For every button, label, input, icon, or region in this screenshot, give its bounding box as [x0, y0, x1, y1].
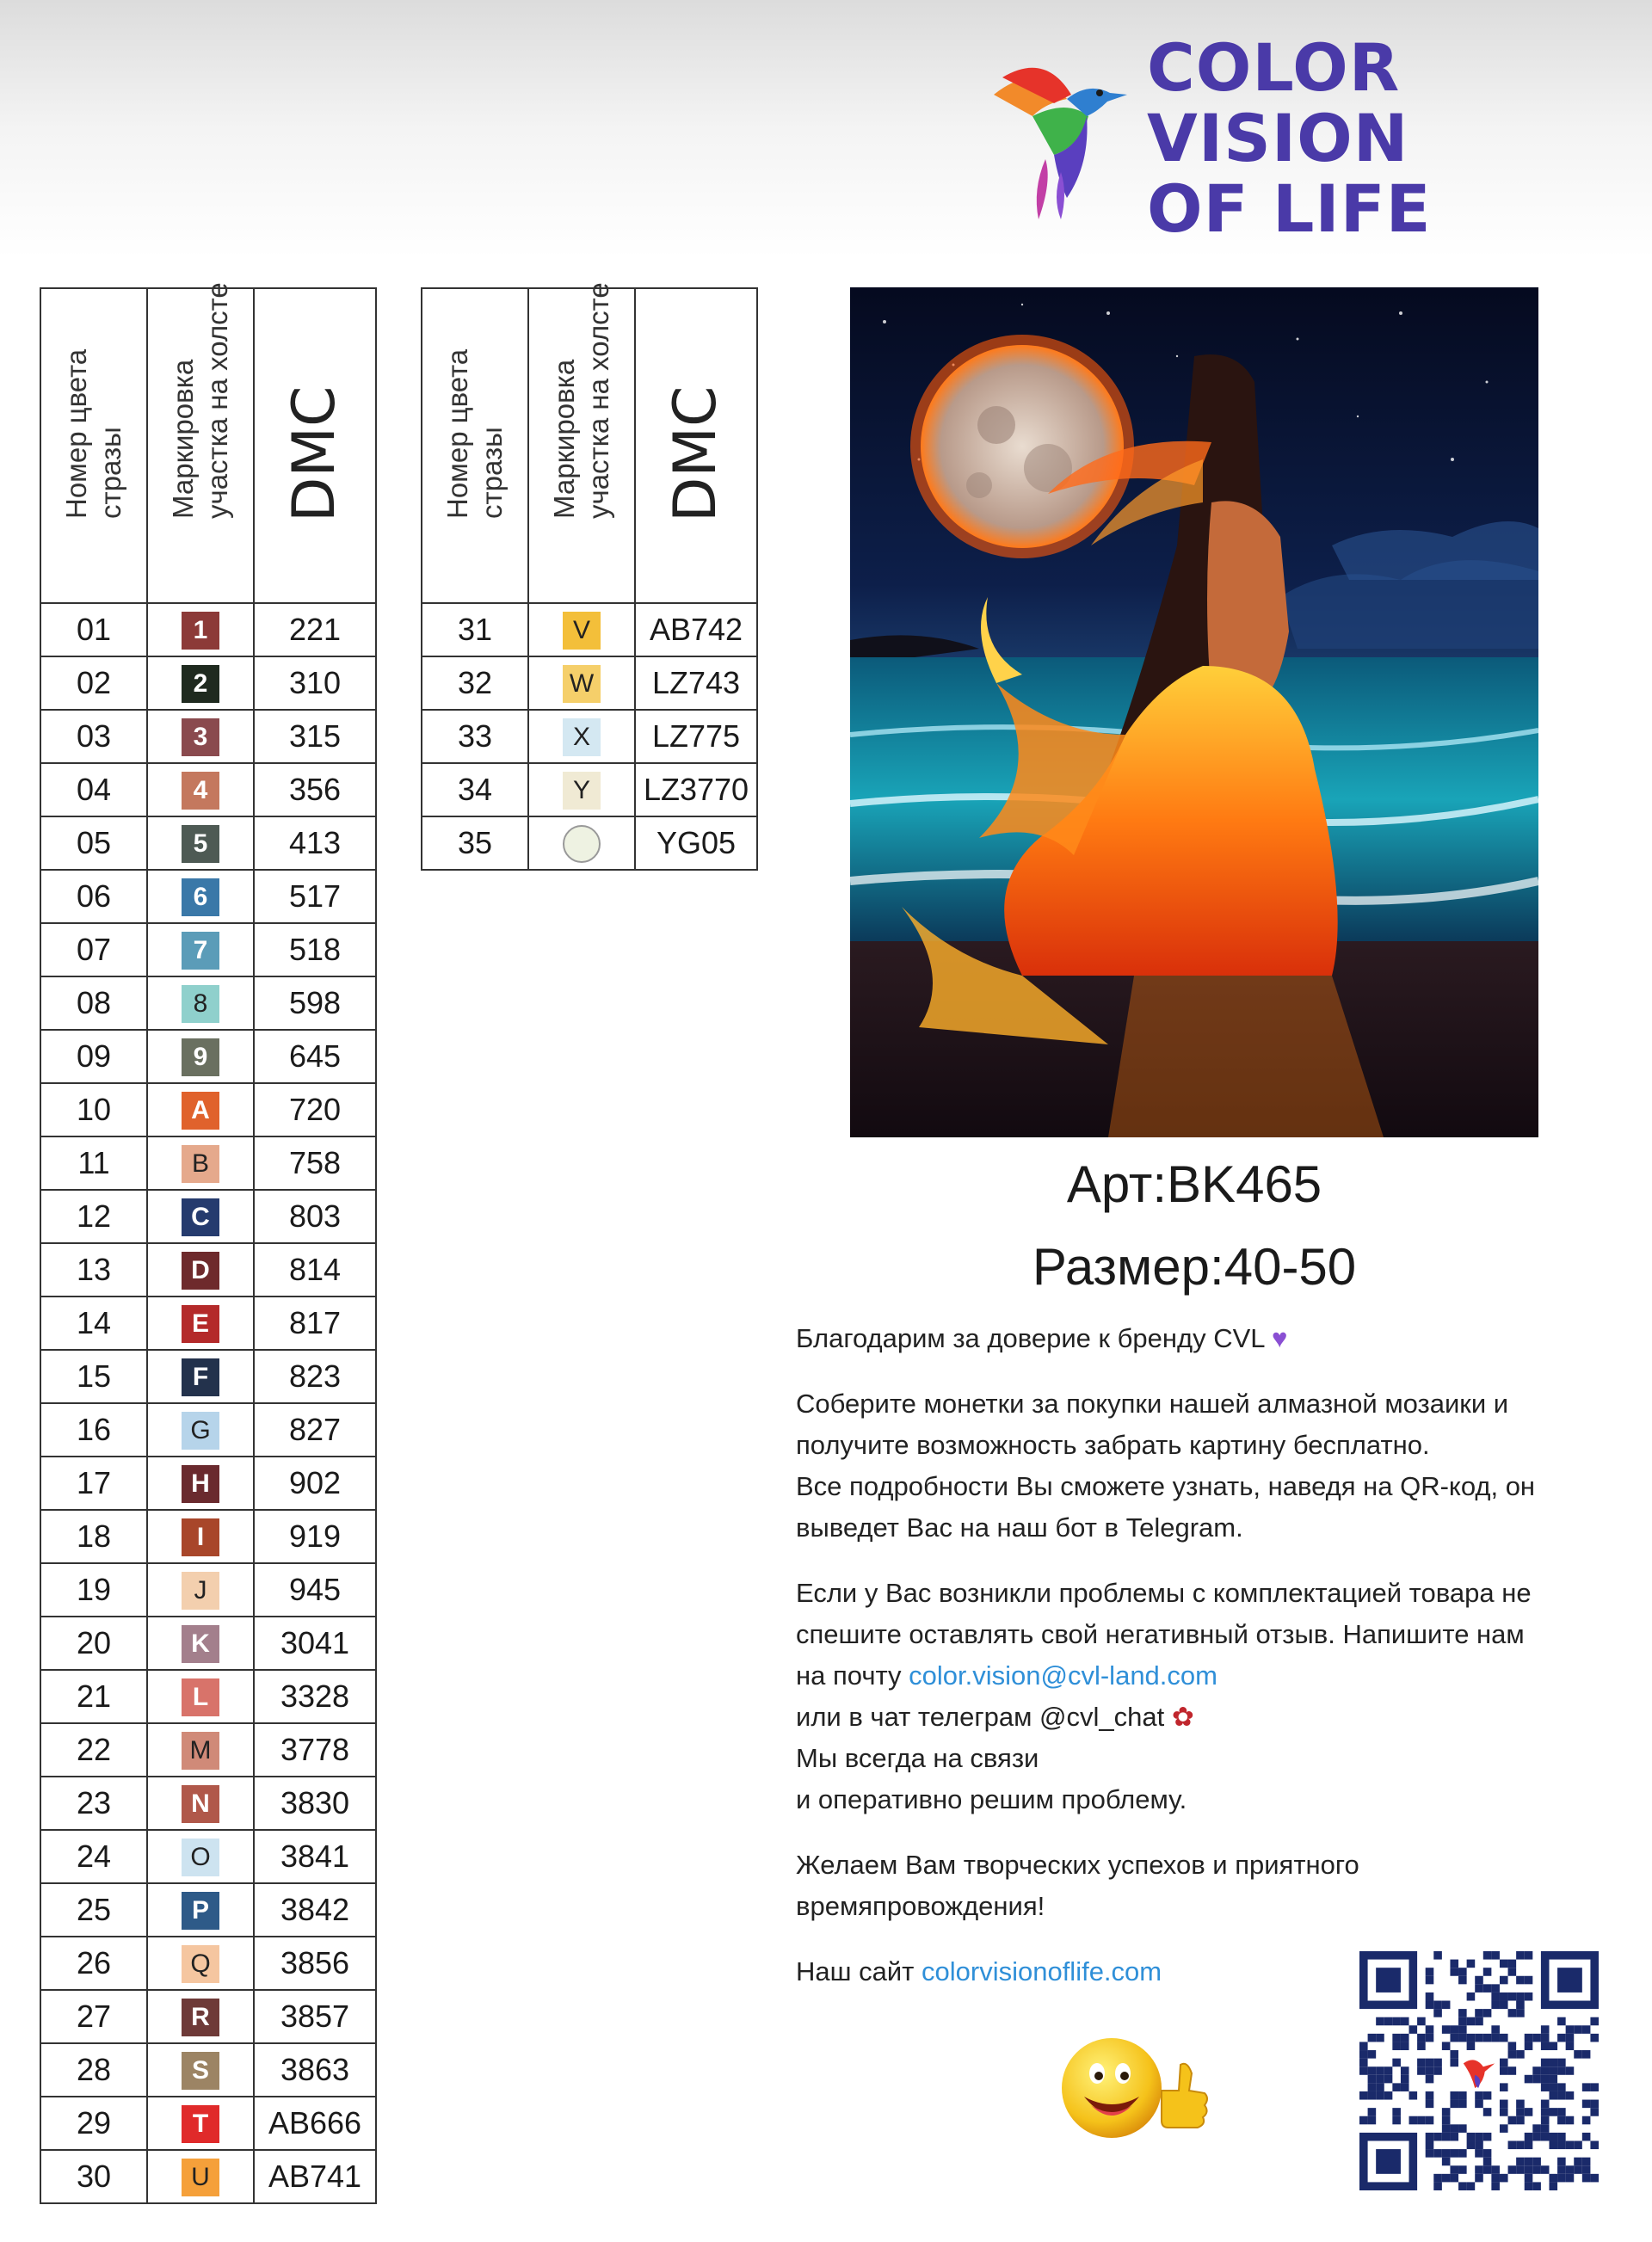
dmc-code: 803: [254, 1190, 376, 1243]
color-swatch: D: [182, 1252, 219, 1290]
dmc-code: 3041: [254, 1617, 376, 1670]
table-row: [422, 603, 757, 656]
color-number: 26: [40, 1937, 147, 1990]
marking-cell: [147, 1777, 254, 1830]
dmc-code: LZ3770: [635, 763, 757, 816]
color-swatch: R: [182, 1999, 219, 2036]
dmc-code: 3841: [254, 1830, 376, 1883]
color-number: 10: [40, 1083, 147, 1136]
dmc-code: 3842: [254, 1883, 376, 1937]
table-row: [40, 2150, 376, 2203]
table-row: [422, 656, 757, 710]
color-number: 19: [40, 1563, 147, 1617]
qr-code-icon[interactable]: [1359, 1951, 1599, 2190]
header-color-number: Номер цвета стразы: [422, 288, 528, 603]
color-swatch: W: [563, 665, 601, 703]
color-swatch: Q: [182, 1945, 219, 1983]
color-number: 06: [40, 870, 147, 923]
dmc-code: 720: [254, 1083, 376, 1136]
color-number: 25: [40, 1883, 147, 1937]
table-row: [40, 1617, 376, 1670]
color-swatch: 7: [182, 932, 219, 970]
table-row: [40, 1510, 376, 1563]
table-row: [40, 1190, 376, 1243]
color-number: 05: [40, 816, 147, 870]
marking-cell: [147, 1617, 254, 1670]
dmc-code: LZ743: [635, 656, 757, 710]
color-number: 07: [40, 923, 147, 976]
color-number: 28: [40, 2043, 147, 2097]
table-row: [40, 1083, 376, 1136]
marking-cell: [147, 1083, 254, 1136]
dmc-code: 315: [254, 710, 376, 763]
marking-cell: [147, 656, 254, 710]
color-swatch: 5: [182, 825, 219, 863]
table-row: [40, 1777, 376, 1830]
color-swatch: 8: [182, 985, 219, 1023]
marking-cell: [528, 763, 635, 816]
color-swatch: 1: [182, 612, 219, 650]
brand-line-1: COLOR: [1147, 29, 1401, 106]
table-row: [40, 603, 376, 656]
marking-cell: [147, 2043, 254, 2097]
dmc-code: 3856: [254, 1937, 376, 1990]
color-number: 08: [40, 976, 147, 1030]
color-number: 02: [40, 656, 147, 710]
color-swatch: O: [182, 1839, 219, 1876]
marking-cell: [147, 1830, 254, 1883]
color-number: 34: [422, 763, 528, 816]
dmc-code: 3778: [254, 1723, 376, 1777]
color-number: 22: [40, 1723, 147, 1777]
color-number: 01: [40, 603, 147, 656]
marking-cell: [147, 870, 254, 923]
table-row: [40, 1937, 376, 1990]
color-swatch: U: [182, 2159, 219, 2196]
color-swatch: B: [182, 1145, 219, 1183]
table-row: [40, 1883, 376, 1937]
table-row: [40, 870, 376, 923]
marking-cell: [147, 816, 254, 870]
dmc-code: AB741: [254, 2150, 376, 2203]
table-row: [40, 1990, 376, 2043]
marking-cell: [147, 2097, 254, 2150]
brand-line-2: VISION: [1147, 100, 1409, 176]
dmc-code: 3328: [254, 1670, 376, 1723]
dmc-code: 3863: [254, 2043, 376, 2097]
table-row: [40, 656, 376, 710]
brand-logo: [985, 26, 1432, 247]
dmc-code: AB742: [635, 603, 757, 656]
table-row: [40, 2043, 376, 2097]
color-swatch: 9: [182, 1038, 219, 1076]
color-number: 17: [40, 1457, 147, 1510]
color-swatch: J: [182, 1572, 219, 1610]
dmc-code: 598: [254, 976, 376, 1030]
marking-cell: [147, 603, 254, 656]
dmc-code: 356: [254, 763, 376, 816]
table-row: [40, 1297, 376, 1350]
marking-cell: [147, 2150, 254, 2203]
dmc-code: 221: [254, 603, 376, 656]
dmc-code: 518: [254, 923, 376, 976]
marking-cell: [147, 1670, 254, 1723]
color-swatch: G: [182, 1412, 219, 1450]
color-number: 33: [422, 710, 528, 763]
site-paragraph: Наш сайт colorvisionoflife.com: [796, 1956, 1162, 1986]
color-number: 32: [422, 656, 528, 710]
color-number: 04: [40, 763, 147, 816]
dmc-code: 3830: [254, 1777, 376, 1830]
table-row: [40, 1723, 376, 1777]
dmc-code: 823: [254, 1350, 376, 1403]
table-row: [40, 1563, 376, 1617]
dmc-code: 758: [254, 1136, 376, 1190]
table-row: [40, 976, 376, 1030]
color-legend-table-right: [421, 282, 758, 871]
color-number: 12: [40, 1190, 147, 1243]
marking-cell: [147, 1030, 254, 1083]
dmc-code: YG05: [635, 816, 757, 870]
color-swatch: S: [182, 2052, 219, 2090]
brand-line-3: OF LIFE: [1147, 170, 1432, 247]
color-swatch: 3: [182, 718, 219, 756]
color-swatch: Y: [563, 772, 601, 810]
dmc-code: 919: [254, 1510, 376, 1563]
marking-cell: [147, 710, 254, 763]
table-row: [40, 710, 376, 763]
table-row: [40, 1243, 376, 1297]
header-dmc: DMC: [254, 288, 376, 603]
table-row: [422, 816, 757, 870]
header-dmc: DMC: [635, 288, 757, 603]
header-marking: Маркировка участка на холсте: [147, 288, 254, 603]
table-row: [40, 1670, 376, 1723]
marking-cell: [147, 1403, 254, 1457]
dmc-code: 413: [254, 816, 376, 870]
color-swatch: K: [182, 1625, 219, 1663]
color-swatch: 6: [182, 878, 219, 916]
marking-cell: [147, 1350, 254, 1403]
dmc-code: 517: [254, 870, 376, 923]
table-row: [40, 816, 376, 870]
color-swatch: E: [182, 1305, 219, 1343]
color-number: 13: [40, 1243, 147, 1297]
color-swatch: F: [182, 1358, 219, 1396]
marking-cell: [528, 710, 635, 763]
color-number: 15: [40, 1350, 147, 1403]
marking-cell: [147, 923, 254, 976]
color-swatch: 4: [182, 772, 219, 810]
color-swatch: I: [182, 1518, 219, 1556]
header-marking: Маркировка участка на холсте: [528, 288, 635, 603]
marking-cell: [147, 1723, 254, 1777]
table-row: [40, 1136, 376, 1190]
thumbs-up-smiley-icon: [1058, 2026, 1213, 2147]
marking-cell: [147, 1243, 254, 1297]
hummingbird-logo-icon: [985, 52, 1127, 224]
table-row: [40, 1350, 376, 1403]
table-row: [40, 2097, 376, 2150]
color-legend-table-left: [40, 282, 377, 2204]
color-number: 23: [40, 1777, 147, 1830]
support-paragraph: Если у Вас возникли проблемы с комплектацией товара не спешите оставлять свой негативный отзыв. Напишите нам на почту color.vision@cvl-land.com или в чат телеграм @cvl_chat ✿ Мы всегда на связи и оперативно решим проблему.: [796, 1578, 1532, 1814]
marking-cell: [147, 763, 254, 816]
dmc-code: 902: [254, 1457, 376, 1510]
dmc-code: 645: [254, 1030, 376, 1083]
dmc-code: 827: [254, 1403, 376, 1457]
table-row: [40, 1030, 376, 1083]
color-number: 35: [422, 816, 528, 870]
dmc-code: 817: [254, 1297, 376, 1350]
marking-cell: [147, 976, 254, 1030]
color-number: 24: [40, 1830, 147, 1883]
dmc-code: AB666: [254, 2097, 376, 2150]
color-number: 11: [40, 1136, 147, 1190]
marking-cell: [528, 656, 635, 710]
thanks-paragraph: Благодарим за доверие к бренду CVL ♥: [796, 1323, 1288, 1353]
color-swatch: C: [182, 1198, 219, 1236]
color-number: 20: [40, 1617, 147, 1670]
wishes-paragraph: Желаем Вам творческих успехов и приятного времяпровождения!: [796, 1850, 1359, 1921]
marking-cell: [147, 1297, 254, 1350]
color-number: 21: [40, 1670, 147, 1723]
marking-cell: [147, 1990, 254, 2043]
artwork-preview: [850, 287, 1538, 1137]
purple-heart-icon: ♥: [1272, 1323, 1288, 1353]
color-swatch: 2: [182, 665, 219, 703]
table-row: [40, 763, 376, 816]
color-swatch: V: [563, 612, 601, 650]
color-number: 30: [40, 2150, 147, 2203]
marking-cell: [528, 603, 635, 656]
dmc-code: LZ775: [635, 710, 757, 763]
marking-cell: [147, 1190, 254, 1243]
marking-cell: [147, 1937, 254, 1990]
coins-paragraph: Соберите монетки за покупки нашей алмазной мозаики и получите возможность забрать картину бесплатно. Все подробности Вы сможете узнать, наведя на QR-код, он выведет Вас на наш бот в Telegram.: [796, 1389, 1536, 1543]
fire-woman-moon-artwork: [850, 287, 1538, 1137]
color-number: 16: [40, 1403, 147, 1457]
table-row: [40, 923, 376, 976]
color-number: 27: [40, 1990, 147, 2043]
color-number: 14: [40, 1297, 147, 1350]
marking-cell: [147, 1883, 254, 1937]
color-swatch: L: [182, 1678, 219, 1716]
dmc-code: 814: [254, 1243, 376, 1297]
dmc-code: 3857: [254, 1990, 376, 2043]
marking-cell: [147, 1136, 254, 1190]
color-number: 09: [40, 1030, 147, 1083]
color-number: 31: [422, 603, 528, 656]
marking-cell: [147, 1457, 254, 1510]
table-row: [422, 763, 757, 816]
color-swatch: N: [182, 1785, 219, 1823]
product-size: Размер:40-50: [1032, 1238, 1357, 1296]
site-link[interactable]: colorvisionoflife.com: [922, 1956, 1162, 1986]
table-row: [422, 710, 757, 763]
color-number: 03: [40, 710, 147, 763]
dmc-code: 310: [254, 656, 376, 710]
color-swatch: [563, 825, 601, 863]
color-number: 29: [40, 2097, 147, 2150]
marking-cell: [147, 1510, 254, 1563]
dmc-code: 945: [254, 1563, 376, 1617]
header-color-number: Номер цвета стразы: [40, 288, 147, 603]
table-row: [40, 1403, 376, 1457]
color-number: 18: [40, 1510, 147, 1563]
info-text-block: [796, 1318, 1622, 2017]
table-row: [40, 1457, 376, 1510]
marking-cell: [528, 816, 635, 870]
color-swatch: T: [182, 2105, 219, 2143]
article-number: Арт:BK465: [1066, 1155, 1322, 1213]
color-swatch: M: [182, 1732, 219, 1770]
marking-cell: [147, 1563, 254, 1617]
table-row: [40, 1830, 376, 1883]
color-swatch: H: [182, 1465, 219, 1503]
color-swatch: A: [182, 1092, 219, 1130]
rose-icon: ✿: [1171, 1702, 1194, 1732]
color-swatch: P: [182, 1892, 219, 1930]
email-link[interactable]: color.vision@cvl-land.com: [909, 1660, 1217, 1691]
color-swatch: X: [563, 718, 601, 756]
